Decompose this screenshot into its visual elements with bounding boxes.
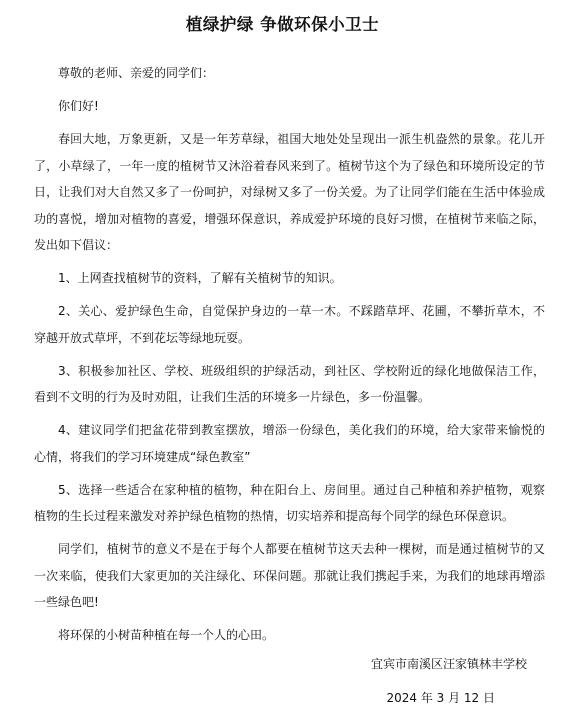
intro-paragraph: 春回大地，万象更新，又是一年芳草绿，祖国大地处处呈现出一派生机盎然的景象。花儿开了，小草绿了，一年一度的植树节又沐浴着春风来到了。植树节这个为了绿色和环境所设定的节日，让我们对大自然又多了一份呵护，对绿树又多了一份关爱。为了让同学们能在生活中体验成功的喜悦，增加对植物的喜爱，增强环保意识，养成爱护环境的良好习惯，在植树节来临之际，发出如下倡议：: [34, 132, 545, 252]
proposal-item: 2、关心、爱护绿色生命，自觉保护身边的一草一木。不踩踏草坪、花圃，不攀折草木，不穿越开放式草坪，不到花坛等绿地玩耍。: [34, 304, 545, 345]
greeting: 尊敬的老师、亲爱的同学们：: [58, 66, 215, 80]
salutation: 你们好!: [58, 99, 99, 113]
document-title: 植绿护绿 争做环保小卫士: [185, 15, 380, 34]
proposal-item: 5、选择一些适合在家种植的植物，种在阳台上、房间里。通过自己种植和养护植物，观察植物的生长过程来激发对养护绿色植物的热情，切实培养和提高每个同学的绿色环保意识。: [34, 482, 545, 523]
proposal-item: 1、上网查找植树节的资料，了解有关植树节的知识。: [58, 271, 342, 285]
signature-date: 2024 年 3 月 12 日: [386, 691, 495, 705]
document-body: [34, 60, 545, 655]
closing-paragraph: 同学们，植树节的意义不是在于每个人都要在植树节这天去种一棵树，而是通过植树节的又一次来临，使我们大家更加的关注绿化、环保问题。那就让我们携起手来，为我们的地球再增添一些绿色吧!: [34, 542, 545, 609]
proposal-item: 3、积极参加社区、学校、班级组织的护绿活动，到社区、学校附近的绿化地做保洁工作，看到不文明的行为及时劝阻，让我们生活的环境多一片绿色，多一份温馨。: [34, 363, 545, 404]
signature-organization: 宜宾市南溪区汪家镇林丰学校: [370, 657, 527, 671]
slogan: 将环保的小树苗种植在每一个人的心田。: [58, 628, 275, 642]
proposal-item: 4、建议同学们把盆花带到教室摆放，增添一份绿色，美化我们的环境，给大家带来愉悦的心情，将我们的学习环境建成“绿色教室”: [34, 423, 545, 464]
